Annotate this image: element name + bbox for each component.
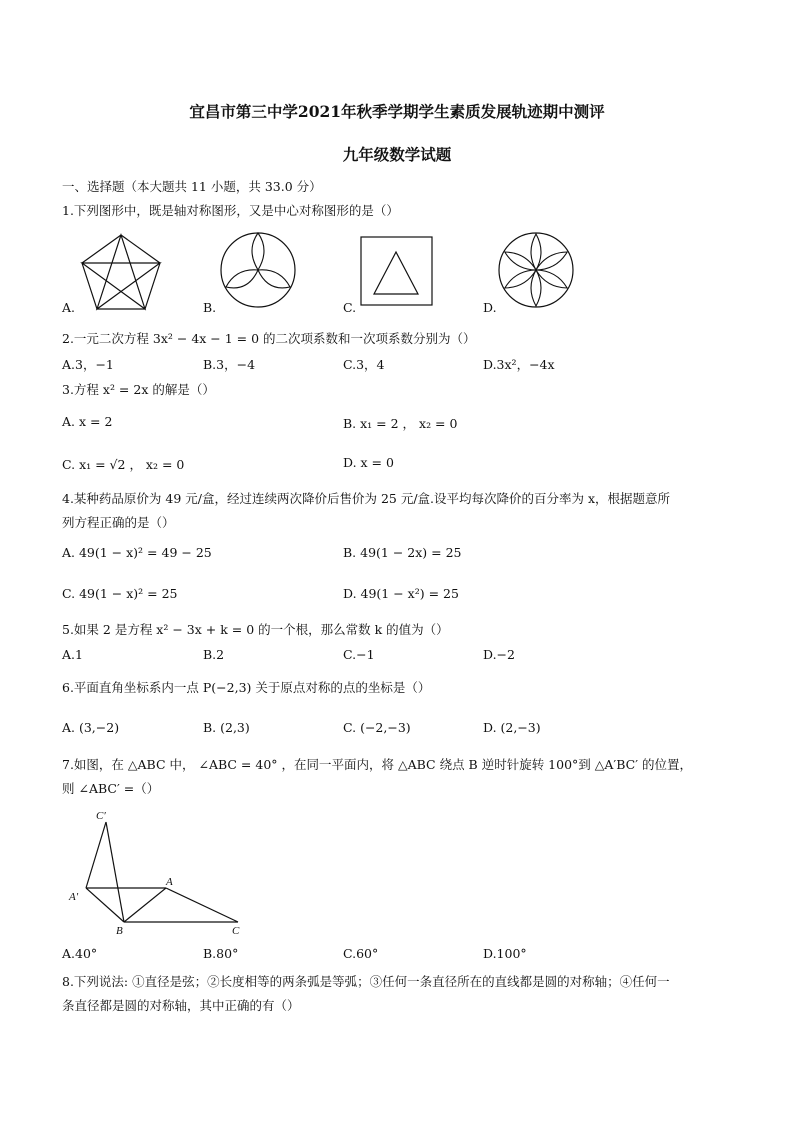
- question-8-stem: 8.下列说法: ①直径是弦；②长度相等的两条弧是等弧；③任何一条直径所在的直线都是圆的对称轴；④任何一: [62, 974, 670, 989]
- q5-option-b[interactable]: B.2: [203, 647, 225, 662]
- page-subtitle: 九年级数学试题: [342, 145, 452, 164]
- q5-option-c[interactable]: C.−1: [343, 647, 375, 662]
- q7-option-c[interactable]: C.60°: [343, 946, 379, 961]
- segment-c-prime-a-prime: [86, 822, 106, 888]
- q1-option-b[interactable]: B.: [203, 300, 217, 315]
- q4-option-c[interactable]: C. 49(1 − x)² = 25: [62, 586, 178, 601]
- figure-square-triangle: [360, 236, 433, 306]
- figure-circle-six-petals: [498, 232, 574, 308]
- question-4-stem-cont: 列方程正确的是（）: [62, 515, 175, 530]
- q5-option-a[interactable]: A.1: [62, 647, 83, 662]
- label-b: B: [116, 925, 123, 937]
- label-c-prime: C′: [96, 810, 106, 822]
- segment-c-prime-b: [106, 822, 124, 922]
- figure-rotated-triangles: [66, 806, 256, 936]
- page-title: 宜昌市第三中学2021年秋季学期学生素质发展轨迹期中测评: [189, 102, 605, 121]
- q3-option-b[interactable]: B. x₁ = 2 ， x₂ = 0: [343, 416, 458, 431]
- segment-a-b: [124, 888, 166, 922]
- label-a-prime: A′: [69, 891, 79, 903]
- figure-pentagram: [80, 233, 162, 311]
- question-5-stem: 5.如果 2 是方程 x² − 3x + k = 0 的一个根，那么常数 k 的值为（）: [62, 622, 449, 637]
- q7-option-b[interactable]: B.80°: [203, 946, 239, 961]
- q6-option-a[interactable]: A. (3,−2): [62, 720, 120, 735]
- q6-option-d[interactable]: D. (2,−3): [483, 720, 541, 735]
- q4-option-d[interactable]: D. 49(1 − x²) = 25: [343, 586, 459, 601]
- question-7-stem-cont: 则 ∠ABC′ =（）: [62, 781, 160, 796]
- q6-option-b[interactable]: B. (2,3): [203, 720, 250, 735]
- figure-circle-three-petals: [220, 232, 296, 308]
- q2-option-a[interactable]: A.3，−1: [62, 357, 114, 372]
- segment-a-c: [166, 888, 238, 922]
- question-6-stem: 6.平面直角坐标系内一点 P(−2,3) 关于原点对称的点的坐标是（）: [62, 680, 431, 695]
- q7-option-d[interactable]: D.100°: [483, 946, 527, 961]
- q4-option-a[interactable]: A. 49(1 − x)² = 49 − 25: [62, 545, 212, 560]
- q6-option-c[interactable]: C. (−2,−3): [343, 720, 411, 735]
- q1-option-a[interactable]: A.: [62, 300, 76, 315]
- q3-option-a[interactable]: A. x = 2: [62, 414, 113, 429]
- question-4-stem: 4.某种药品原价为 49 元/盒，经过连续两次降价后售价为 25 元/盒.设平均每次降价的百分率为 x，根据题意所: [62, 491, 671, 506]
- question-1-stem: 1.下列图形中，既是轴对称图形，又是中心对称图形的是（）: [62, 203, 399, 218]
- label-c: C: [232, 925, 240, 937]
- q7-option-a[interactable]: A.40°: [62, 946, 98, 961]
- q4-option-b[interactable]: B. 49(1 − 2x) = 25: [343, 545, 462, 560]
- q3-option-d[interactable]: D. x = 0: [343, 455, 394, 470]
- label-a: A: [166, 876, 173, 888]
- q2-option-c[interactable]: C.3，4: [343, 357, 385, 372]
- q5-option-d[interactable]: D.−2: [483, 647, 515, 662]
- q1-option-c[interactable]: C.: [343, 300, 357, 315]
- q3-option-c[interactable]: C. x₁ = √2 ， x₂ = 0: [62, 457, 185, 472]
- question-3-stem: 3.方程 x² = 2x 的解是（）: [62, 382, 215, 397]
- question-7-stem: 7.如图，在 △ABC 中， ∠ABC = 40° ，在同一平面内，将 △ABC 绕点 B 逆时针旋转 100°到 △A′BC′ 的位置，: [62, 757, 693, 772]
- q1-option-d[interactable]: D.: [483, 300, 497, 315]
- section-heading: 一、选择题（本大题共 11 小题，共 33.0 分）: [62, 179, 322, 194]
- question-8-stem-cont: 条直径都是圆的对称轴，其中正确的有（）: [62, 998, 300, 1013]
- q2-option-b[interactable]: B.3，−4: [203, 357, 256, 372]
- question-2-stem: 2.一元二次方程 3x² − 4x − 1 = 0 的二次项系数和一次项系数分别为（）: [62, 331, 476, 346]
- q2-option-d[interactable]: D.3x²，−4x: [483, 357, 555, 372]
